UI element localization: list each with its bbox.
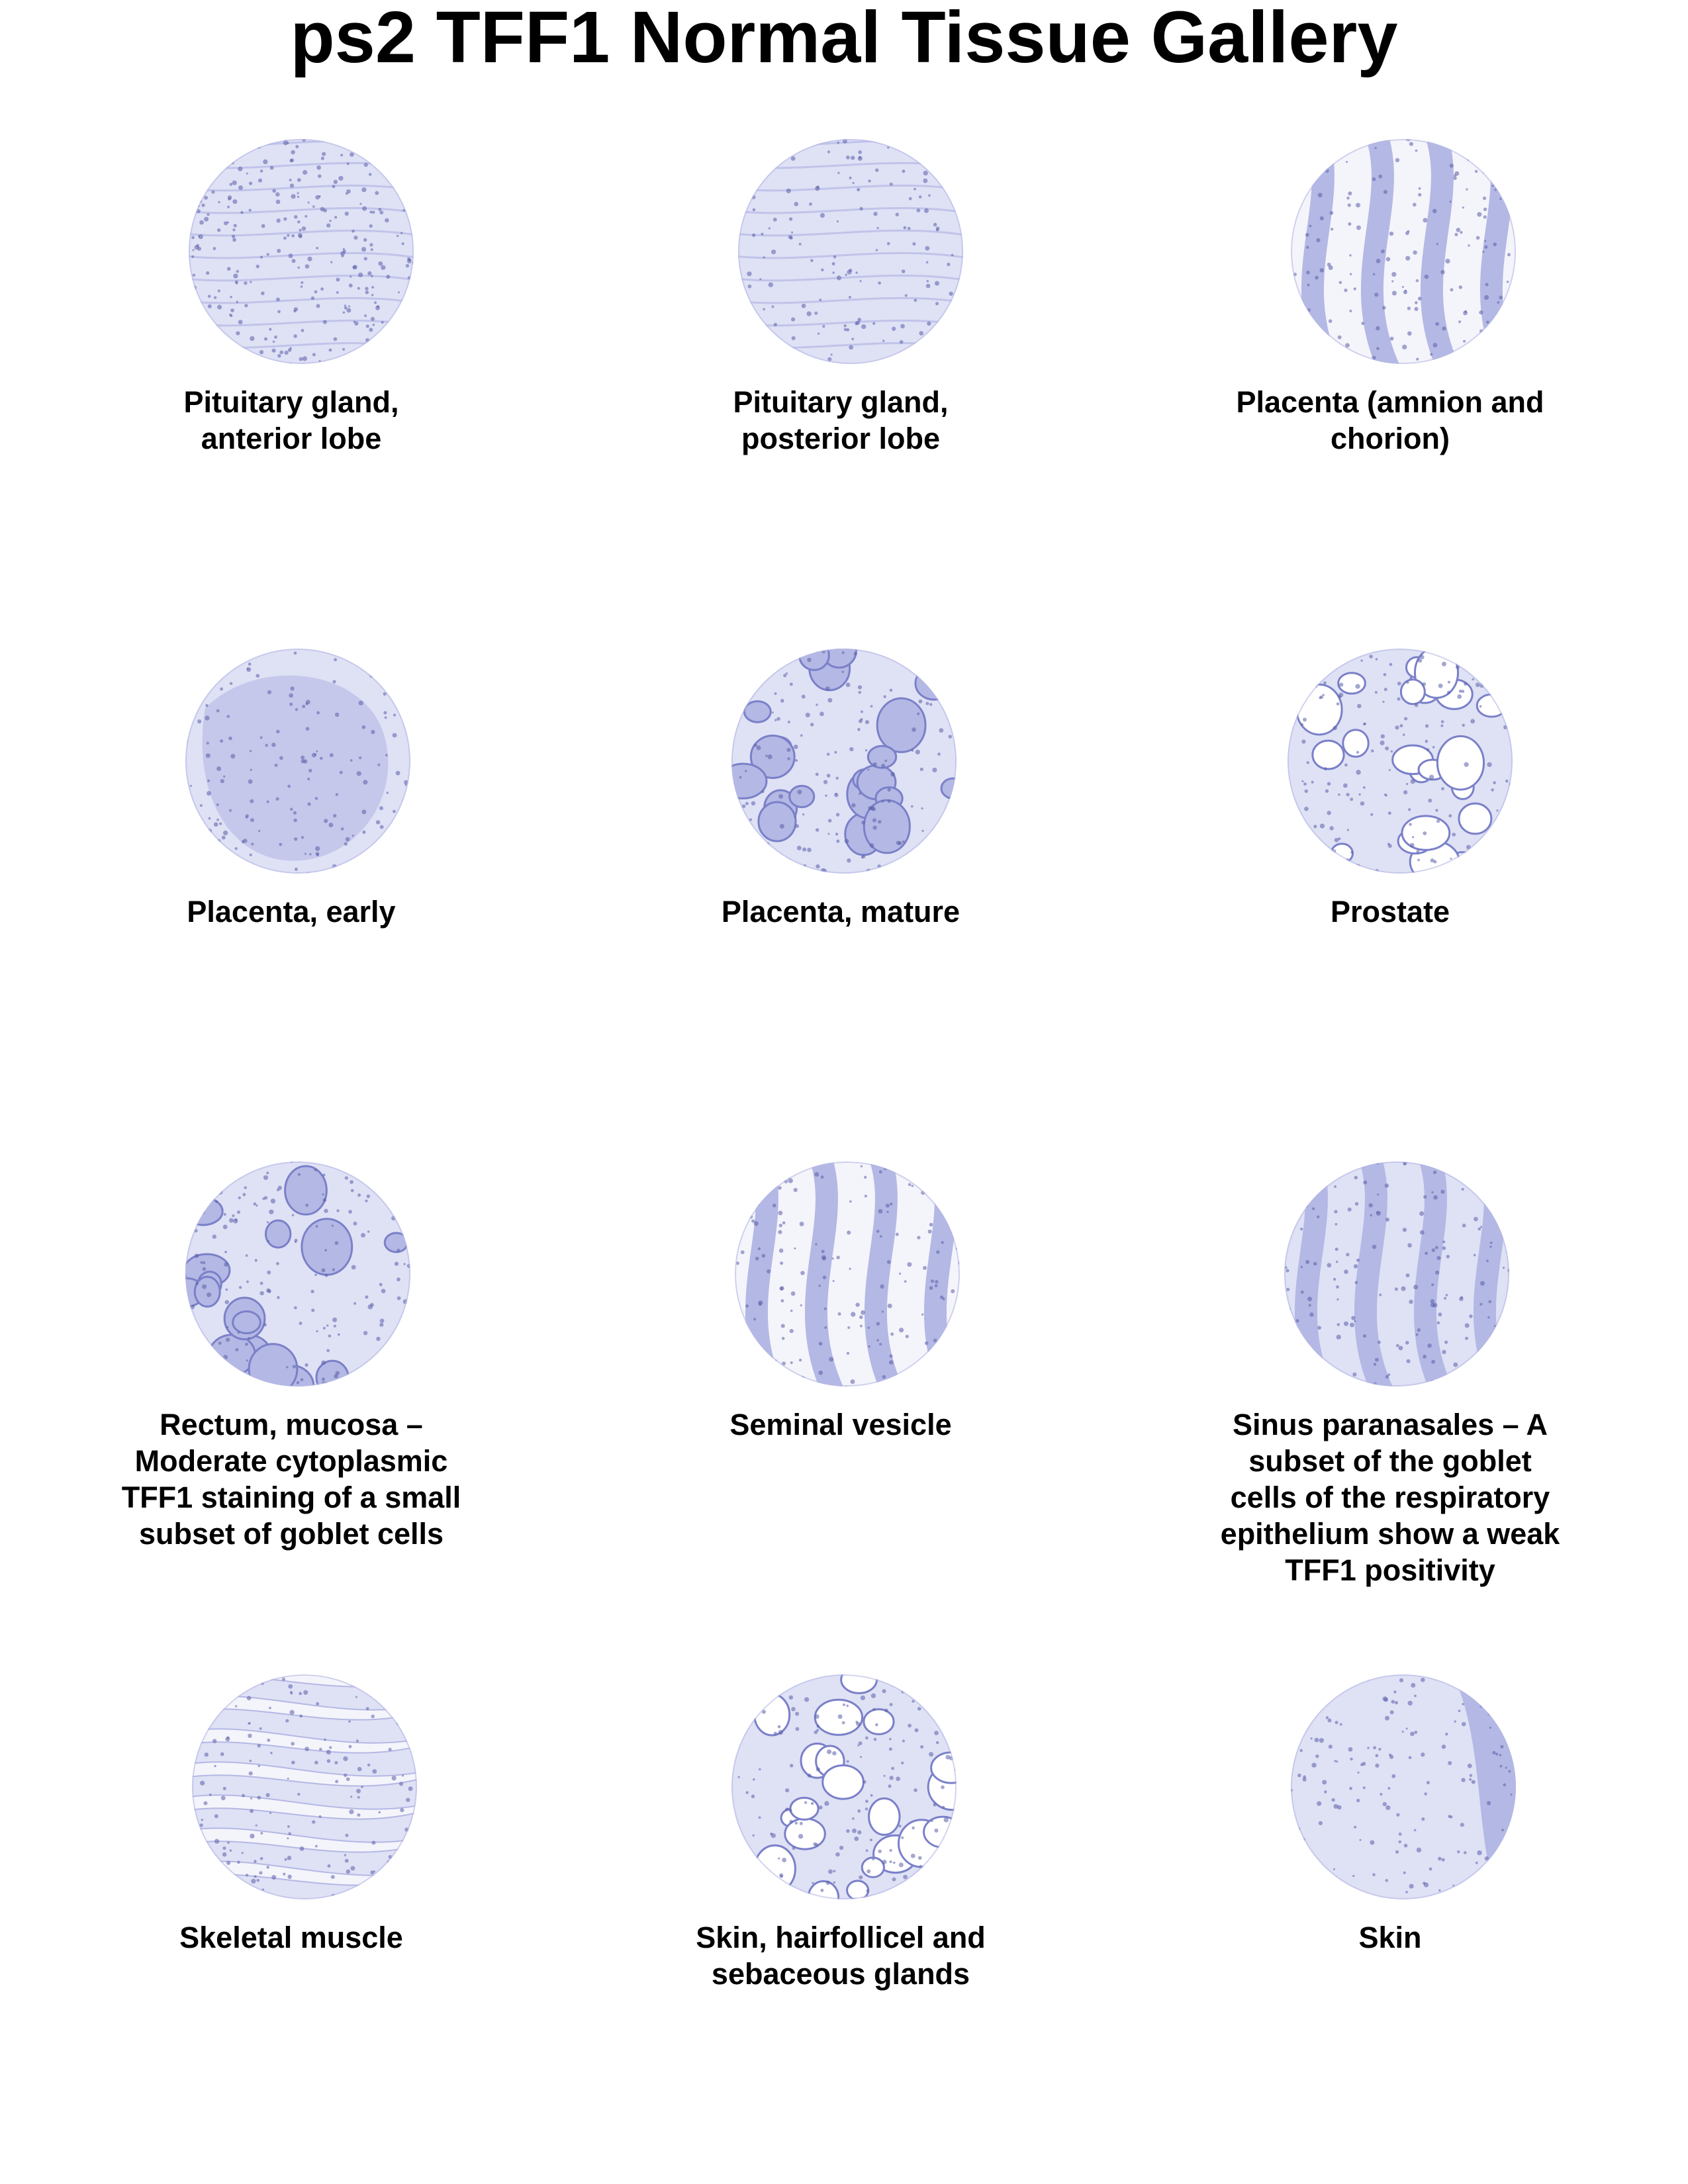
tissue-core-image [1271, 119, 1536, 384]
tissue-caption [1112, 1406, 1668, 1588]
tissue-core-image [712, 629, 976, 893]
tissue-image-frame [165, 1142, 430, 1406]
tissue-image-frame [712, 629, 976, 893]
tissue-image-frame [1264, 1142, 1529, 1406]
tissue-caption [13, 1919, 569, 1956]
tissue-caption [13, 384, 569, 457]
tissue-core-image [1271, 1655, 1536, 1919]
caption-line: anterior lobe [201, 422, 382, 455]
tissue-core-image [715, 1142, 980, 1406]
caption-line: epithelium show a weak [1220, 1517, 1560, 1551]
caption-line: chorion) [1331, 422, 1450, 455]
tissue-image-frame [1271, 119, 1536, 384]
tissue-caption [563, 384, 1119, 457]
caption-line: posterior lobe [741, 422, 941, 455]
tissue-image-frame [712, 1655, 976, 1919]
caption-line: Placenta, early [187, 895, 396, 929]
tissue-core-image [1268, 629, 1532, 893]
caption-line: Seminal vesicle [729, 1408, 952, 1441]
tissue-image-frame [718, 119, 983, 384]
caption-line: Placenta (amnion and [1236, 385, 1544, 419]
tissue-image-frame [169, 119, 434, 384]
caption-line: Skin [1358, 1921, 1422, 1954]
page-title: ps2 TFF1 Normal Tissue Gallery [290, 0, 1398, 78]
tissue-image-frame [1268, 629, 1532, 893]
tissue-caption [563, 1919, 1119, 1992]
caption-line: cells of the respiratory [1230, 1480, 1550, 1514]
caption-line: TFF1 staining of a small [121, 1480, 461, 1514]
tissue-image-frame [715, 1142, 980, 1406]
caption-line: TFF1 positivity [1285, 1553, 1495, 1587]
tissue-image-frame [172, 1655, 437, 1919]
tissue-core-image [165, 1142, 430, 1406]
tissue-core-image [712, 1655, 976, 1919]
caption-line: subset of the goblet [1248, 1444, 1532, 1478]
caption-line: Pituitary gland, [733, 385, 949, 419]
caption-line: Pituitary gland, [183, 385, 399, 419]
tissue-caption [563, 893, 1119, 930]
tissue-core-image [172, 1655, 437, 1919]
caption-line: Skeletal muscle [179, 1921, 403, 1954]
caption-line: Rectum, mucosa – [160, 1408, 423, 1441]
tissue-caption [1112, 1919, 1668, 1956]
tissue-image-frame [165, 629, 430, 893]
tissue-caption [1112, 893, 1668, 930]
caption-line: subset of goblet cells [138, 1517, 444, 1551]
tissue-caption [13, 1406, 569, 1552]
tissue-caption [563, 1406, 1119, 1443]
caption-line: Prostate [1330, 895, 1450, 929]
caption-line: Placenta, mature [721, 895, 961, 929]
tissue-caption [13, 893, 569, 930]
caption-line: sebaceous glands [711, 1957, 970, 1991]
caption-line: Moderate cytoplasmic [134, 1444, 448, 1478]
caption-line: Sinus paranasales – A [1232, 1408, 1548, 1441]
tissue-core-image [165, 629, 430, 893]
tissue-core-image [1264, 1142, 1529, 1406]
caption-line: Skin, hairfollicel and [696, 1921, 986, 1954]
tissue-image-frame [1271, 1655, 1536, 1919]
tissue-core-image [169, 119, 434, 384]
tissue-caption [1112, 384, 1668, 457]
tissue-core-image [718, 119, 983, 384]
